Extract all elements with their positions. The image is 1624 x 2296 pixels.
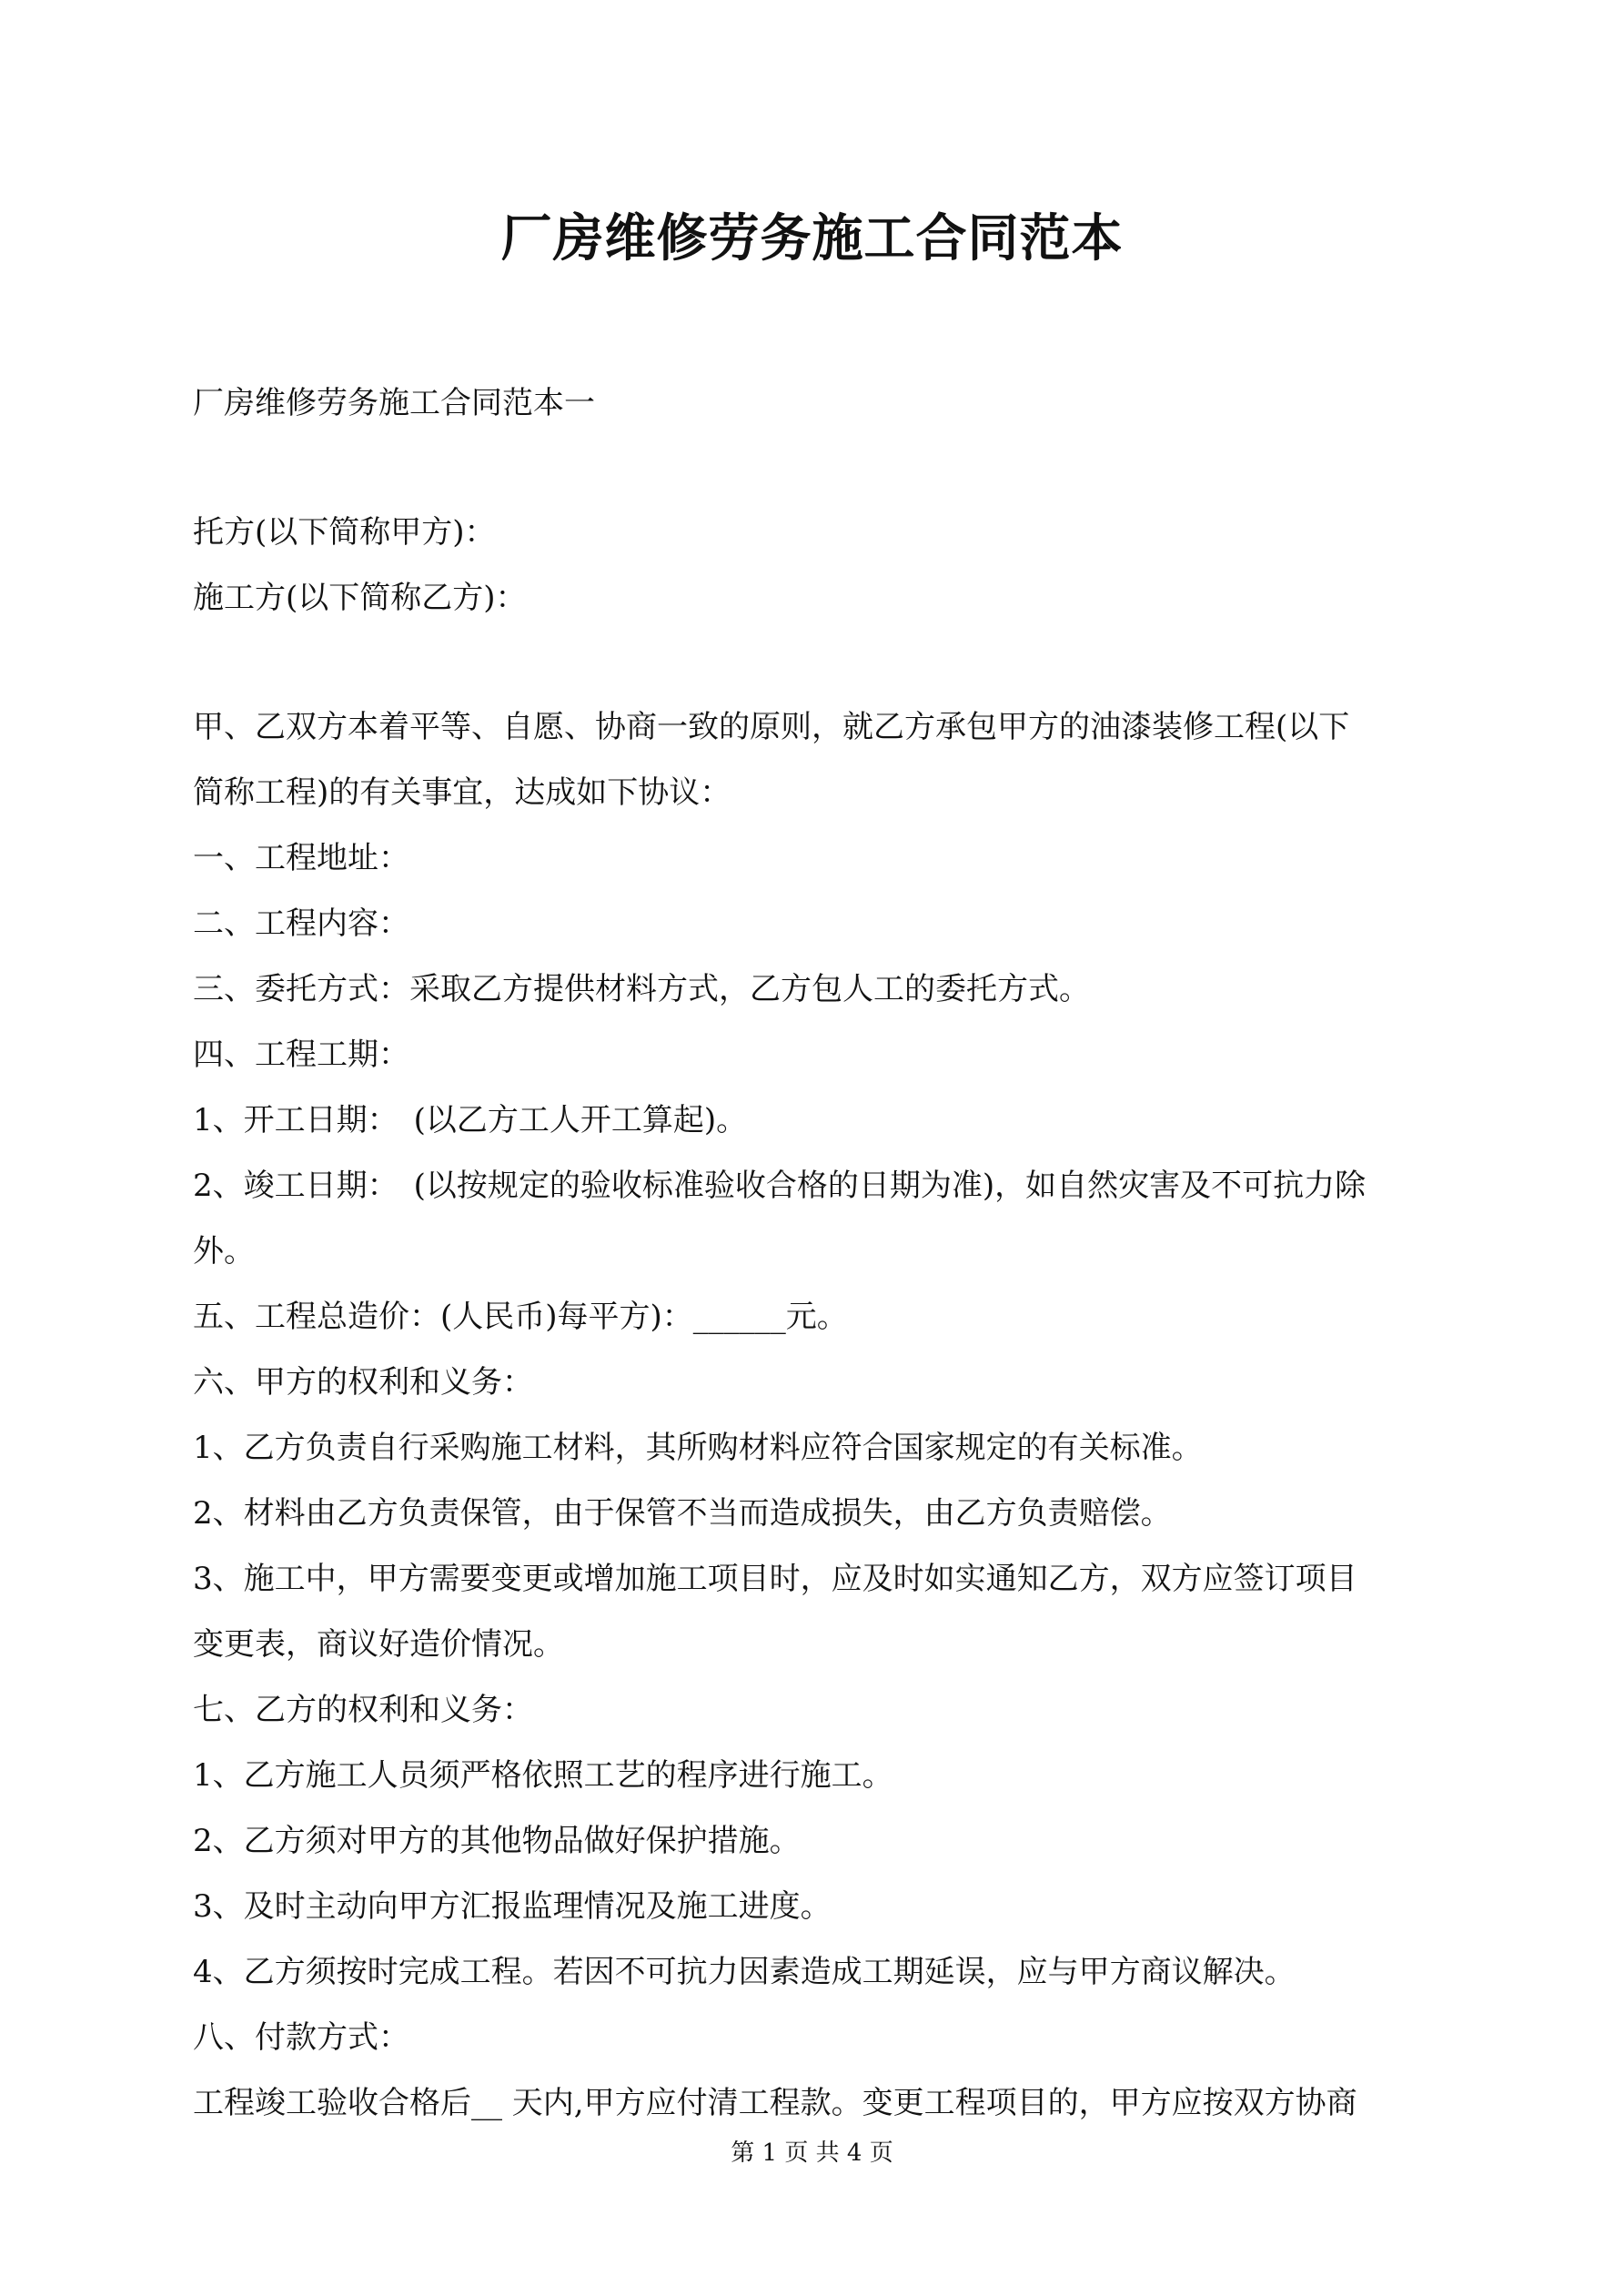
- page-number: 第 1 页 共 4 页: [731, 2139, 893, 2167]
- clause-line: 二、工程内容：: [193, 905, 409, 942]
- paragraph-line: 甲、乙双方本着平等、自愿、协商一致的原则，就乙方承包甲方的油漆装修工程(以下: [193, 709, 1350, 745]
- clause-line: 1、乙方施工人员须严格依照工艺的程序进行施工。: [193, 1757, 893, 1794]
- clause-line: 三、委托方式：采取乙方提供材料方式，乙方包人工的委托方式。: [193, 971, 1090, 1007]
- clause-line: 2、竣工日期： (以按规定的验收标准验收合格的日期为准)，如自然灾害及不可抗力除: [193, 1168, 1367, 1204]
- party-b-line: 施工方(以下简称乙方)：: [193, 580, 527, 616]
- clause-line: 五、工程总造价：(人民币)每平方)：______元。: [193, 1299, 848, 1335]
- clause-line: 外。: [193, 1233, 255, 1269]
- clause-line: 3、及时主动向甲方汇报监理情况及施工进度。: [193, 1888, 832, 1925]
- clause-line: 4、乙方须按时完成工程。若因不可抗力因素造成工期延误，应与甲方商议解决。: [193, 1954, 1296, 1990]
- clause-line: 一、工程地址：: [193, 840, 409, 876]
- clause-line: 六、甲方的权利和义务：: [193, 1364, 533, 1401]
- section-heading: 厂房维修劳务施工合同范本一: [193, 385, 595, 421]
- clause-line: 工程竣工验收合格后__ 天内,甲方应付清工程款。变更工程项目的，甲方应按双方协商: [193, 2085, 1357, 2121]
- clause-line: 八、付款方式：: [193, 2019, 409, 2056]
- clause-line: 1、乙方负责自行采购施工材料，其所购材料应符合国家规定的有关标准。: [193, 1430, 1203, 1466]
- clause-line: 2、乙方须对甲方的其他物品做好保护措施。: [193, 1823, 801, 1859]
- clause-line: 3、施工中，甲方需要变更或增加施工项目时，应及时如实通知乙方，双方应签订项目: [193, 1561, 1357, 1597]
- clause-line: 四、工程工期：: [193, 1037, 409, 1073]
- clause-line: 变更表，商议好造价情况。: [193, 1626, 564, 1663]
- clause-line: 七、乙方的权利和义务：: [193, 1692, 533, 1728]
- document-title: 厂房维修劳务施工合同范本: [500, 208, 1124, 268]
- paragraph-line: 简称工程)的有关事宜，达成如下协议：: [193, 774, 731, 811]
- party-a-line: 托方(以下简称甲方)：: [193, 514, 496, 551]
- clause-line: 1、开工日期： (以乙方工人开工算起)。: [193, 1102, 748, 1138]
- clause-line: 2、材料由乙方负责保管，由于保管不当而造成损失，由乙方负责赔偿。: [193, 1495, 1172, 1532]
